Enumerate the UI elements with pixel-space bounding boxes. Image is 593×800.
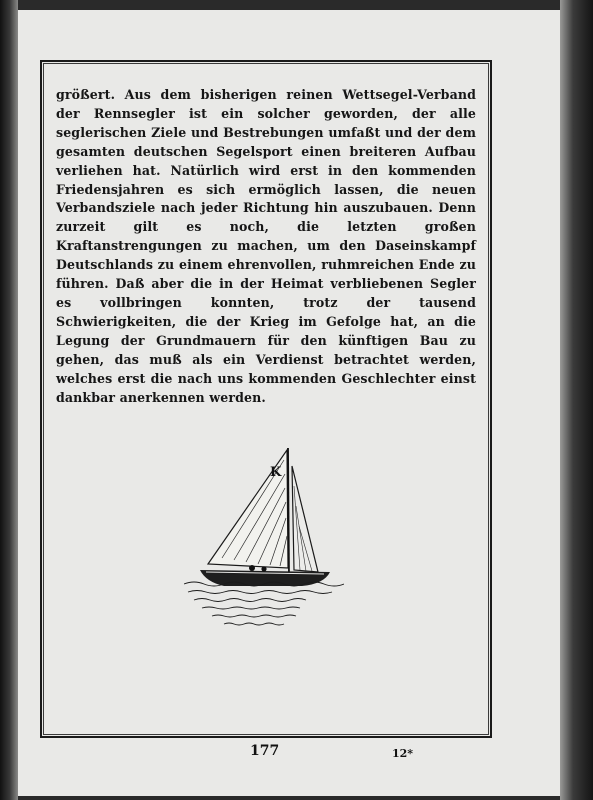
signature-mark: 12* (392, 747, 414, 760)
page-number: 177 (250, 743, 280, 759)
book-spine-shadow (0, 0, 18, 800)
book-edge-shadow (560, 0, 593, 800)
sailboat-illustration (184, 446, 344, 636)
body-paragraph: größert. Aus dem bisherigen reinen Wettsegel-Verband der Rennsegler ist ein solcher geworden, der alle seglerischen Ziele und Bestrebungen umfaßt und der dem gesamten deutschen Segelsport einen breiteren Aufbau verliehen hat. Natürlich wird erst in den kommenden Friedensjahren es sich ermöglich lassen, die neuen Verbandsziele nach jeder Richtung hin auszubauen. Denn zurzeit gilt es noch, die letzten großen Kraftanstrengungen zu machen, um den Daseinskampf Deutschlands zu einem ehrenvollen, ruhmreichen Ende zu führen. Daß aber die in der Heimat verbliebenen Segler es vollbringen konnten, trotz der tausend Schwierigkeiten, die der Krieg im Gefolge hat, an die Legung der Grundmauern für den künftigen Bau zu gehen, das muß als ein Verdienst betrachtet werden, welches erst die nach uns kommenden Geschlechter einst dankbar anerkennen werden. (56, 87, 476, 405)
sail-letter: K (270, 465, 282, 480)
book-page (18, 10, 580, 796)
